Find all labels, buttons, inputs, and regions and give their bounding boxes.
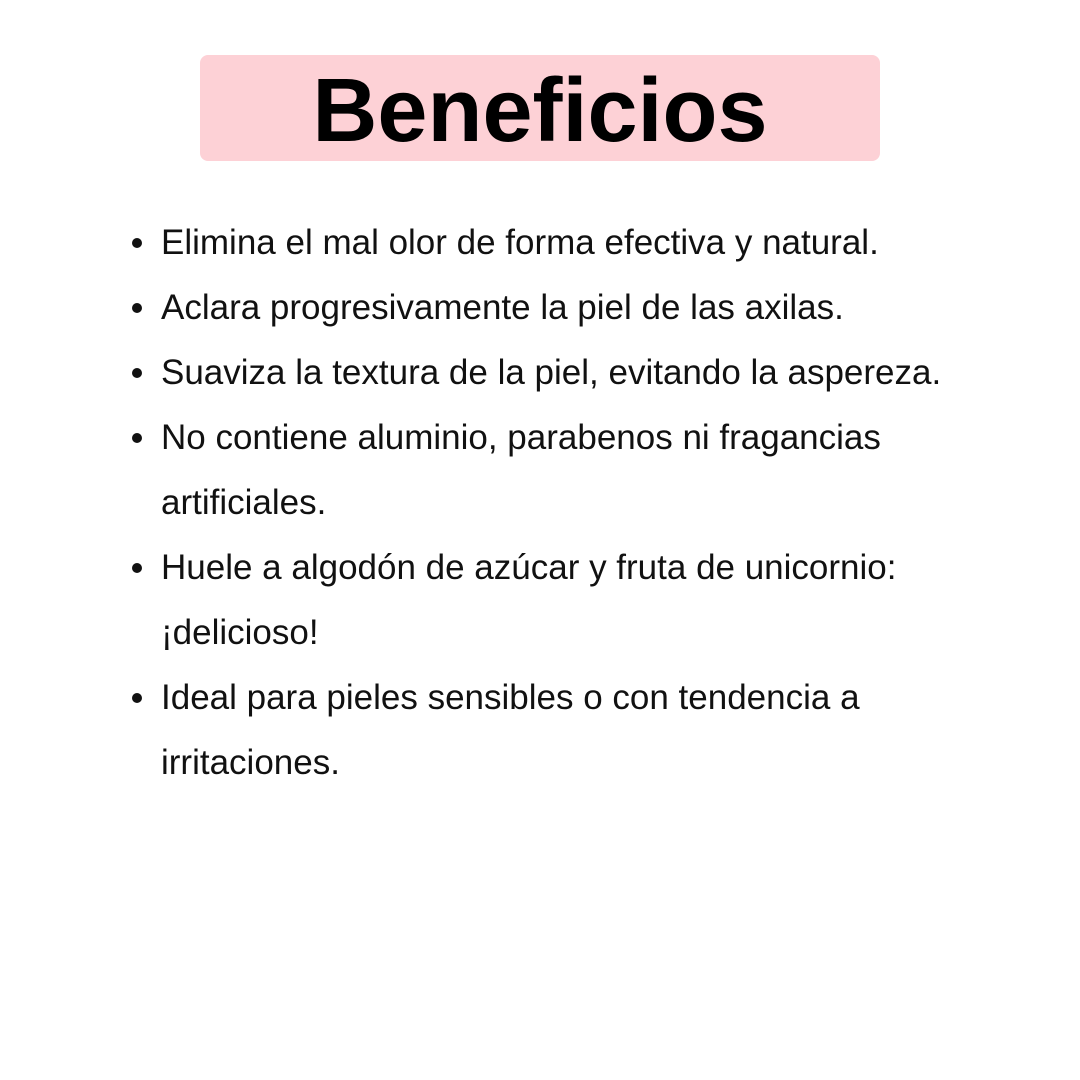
bullet-icon [132,433,142,443]
benefit-text: Ideal para pieles sensibles o con tendencia a irritaciones. [161,678,860,782]
list-item [126,535,1006,665]
title-banner [200,55,880,161]
benefit-text: No contiene aluminio, parabenos ni fragancias artificiales. [161,418,881,522]
list-item [126,405,1006,535]
bullet-icon [132,693,142,703]
page-title: Beneficios [312,61,768,161]
list-item [126,665,1006,795]
benefit-text: Aclara progresivamente la piel de las axilas. [161,288,844,327]
benefit-text: Huele a algodón de azúcar y fruta de unicornio: ¡delicioso! [161,548,897,652]
list-item [126,210,1006,275]
benefit-text: Suaviza la textura de la piel, evitando la aspereza. [161,353,942,392]
benefits-list [126,210,1006,795]
bullet-icon [132,563,142,573]
bullet-icon [132,238,142,248]
bullet-icon [132,368,142,378]
list-item [126,340,1006,405]
list-item [126,275,1006,340]
bullet-icon [132,303,142,313]
benefit-text: Elimina el mal olor de forma efectiva y natural. [161,223,879,262]
